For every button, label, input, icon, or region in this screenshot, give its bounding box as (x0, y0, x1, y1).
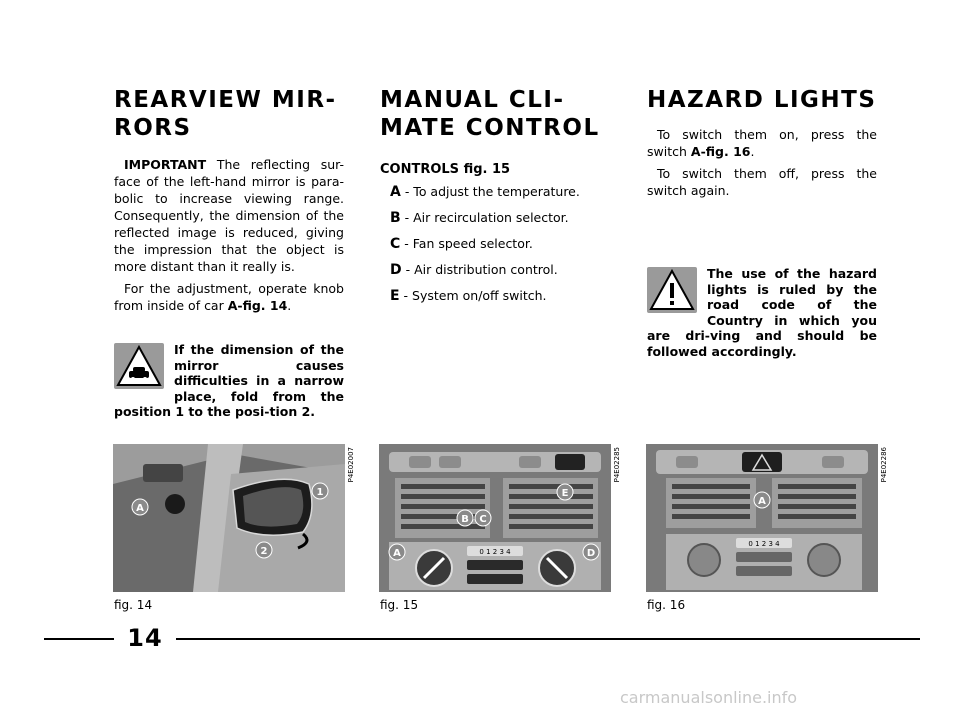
svg-text:A: A (393, 548, 401, 559)
fig15-label-c (475, 510, 491, 526)
fig15-code: P4E02285 (613, 447, 621, 483)
footer-rule-right (176, 638, 920, 640)
mirror-warning-text: If the dimension of the mirror causes difficulties in a narrow place, fold from the position 1 to the posi-tion 2. (114, 342, 344, 419)
fig15-caption: fig. 15 (380, 598, 419, 612)
svg-text:2: 2 (260, 546, 268, 557)
control-key: E (390, 288, 400, 304)
title-line-1: MANUAL CLI- (380, 87, 565, 113)
column-rearview-mirrors (114, 86, 344, 319)
fig16-label-a (754, 492, 770, 508)
hazard-on-end: . (750, 144, 755, 159)
warning-car-icon (114, 343, 164, 389)
figure-15-climate-panel-photo (379, 444, 611, 592)
hazard-body (647, 126, 877, 199)
mirrors-body (114, 156, 344, 314)
mirror-warning (114, 342, 344, 420)
control-key: D (390, 262, 402, 278)
section-title-manual-climate (380, 86, 610, 142)
control-item (380, 235, 610, 253)
control-key: C (390, 236, 401, 252)
svg-text:A: A (758, 496, 766, 507)
control-item (380, 261, 610, 279)
fig16-caption: fig. 16 (647, 598, 686, 612)
section-title-hazard-lights: HAZARD LIGHTS (647, 87, 877, 113)
fig16-fan-scale: 0 1 2 3 4 (748, 540, 780, 548)
important-text: The reflecting sur-face of the left-hand mirror is para-bolic to increase viewing range. Consequently, the dimension of the reflected image is reduced, giving the impression that the object is more distant than it really is. (114, 157, 344, 274)
svg-text:1: 1 (316, 487, 324, 498)
fig14-caption: fig. 14 (114, 598, 153, 612)
control-item (380, 209, 610, 227)
hazard-fig-ref: A-fig. 16 (690, 144, 751, 159)
svg-text:D: D (586, 548, 596, 559)
hazard-on-text: To switch them on, press the switch (647, 127, 877, 159)
controls-title: CONTROLS fig. 15 (380, 162, 511, 177)
svg-text:A: A (136, 503, 144, 514)
figure-16-hazard-switch-photo (646, 444, 878, 592)
control-key: A (390, 184, 401, 200)
fig15-label-e (557, 484, 573, 500)
fig14-label-2 (256, 542, 272, 558)
control-item (380, 287, 610, 305)
title-line-2: RORS (114, 115, 192, 141)
adjust-paragraph (114, 280, 344, 314)
column-manual-climate (380, 86, 610, 313)
control-text: - To adjust the temperature. (400, 184, 580, 199)
warning-exclamation-icon (647, 267, 697, 313)
hazard-warning-text: The use of the hazard lights is ruled by the road code of the Country in which you are dri-ving and should be followed accordingly. (647, 266, 877, 359)
fig14-code: P4E02007 (347, 447, 355, 483)
adjust-end: . (287, 298, 292, 313)
fig15-label-a (389, 544, 405, 560)
svg-text:E: E (561, 488, 569, 499)
control-item (380, 183, 610, 201)
hazard-off-paragraph: To switch them off, press the switch again. (647, 166, 877, 198)
section-title-rearview-mirrors (114, 86, 344, 142)
control-text: - System on/off switch. (399, 288, 547, 303)
figure-14-mirror-photo (113, 444, 345, 592)
control-text: - Air recirculation selector. (400, 210, 569, 225)
fig15-fan-scale: 0 1 2 3 4 (479, 548, 511, 556)
svg-text:B: B (461, 514, 469, 525)
fig15-label-d (583, 544, 599, 560)
adjust-text: For the adjustment, operate knob from inside of car (114, 281, 344, 313)
control-key: B (390, 210, 401, 226)
adjust-fig-ref: A-fig. 14 (227, 298, 288, 313)
control-text: - Fan speed selector. (400, 236, 533, 251)
watermark-text: carmanualsonline.info (620, 688, 798, 707)
hazard-warning (647, 266, 877, 359)
column-hazard-lights (647, 86, 877, 204)
hazard-on-paragraph (647, 126, 877, 160)
important-paragraph (114, 156, 344, 275)
title-line-2: MATE CONTROL (380, 115, 600, 141)
fig15-label-b (457, 510, 473, 526)
fig16-code: P4E02286 (880, 447, 888, 483)
footer-rule-left (44, 638, 114, 640)
important-label: IMPORTANT (124, 157, 207, 172)
control-text: - Air distribution control. (401, 262, 558, 277)
title-line-1: REARVIEW MIR- (114, 87, 337, 113)
svg-text:C: C (479, 514, 487, 525)
fig14-label-a (132, 499, 148, 515)
controls-list (380, 183, 610, 305)
page-number: 14 (127, 624, 163, 652)
fig14-label-1 (312, 483, 328, 499)
